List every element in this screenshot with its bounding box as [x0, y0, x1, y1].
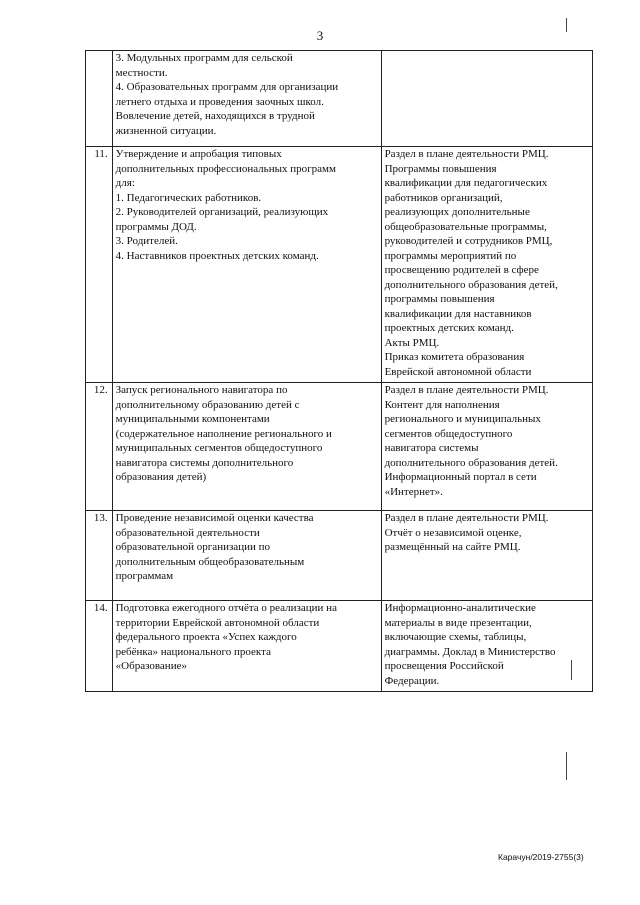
task-line: муниципальных сегментов общедоступного — [115, 442, 323, 454]
scan-mark — [566, 18, 567, 32]
scan-mark — [566, 752, 567, 780]
result-line: Акты РМЦ. — [384, 336, 440, 349]
table-row — [86, 383, 593, 511]
result-line: Раздел в плане деятельности РМЦ. — [384, 148, 549, 160]
task-line: Вовлечение детей, находящихся в трудной — [115, 110, 315, 122]
result-line: руководителей и сотрудников РМЦ, — [384, 235, 553, 247]
task-line: образовательной организации по — [115, 541, 270, 553]
result-cell — [381, 51, 592, 147]
result-line: работников организаций, — [384, 191, 503, 204]
task-line: программы ДОД. — [115, 220, 197, 233]
result-line: программы повышения — [384, 293, 495, 305]
result-line: проектных детских команд. — [384, 322, 514, 334]
row-number: 12. — [86, 383, 113, 511]
page-number: 3 — [316, 28, 324, 43]
task-line: ребёнка» национального проекта — [115, 645, 271, 658]
result-cell — [381, 511, 592, 601]
task-cell — [112, 601, 381, 692]
result-line: Контент для наполнения — [384, 398, 500, 411]
task-cell — [112, 147, 381, 383]
task-line: дополнительным общеобразовательным — [115, 555, 305, 568]
task-line: 3. Родителей. — [115, 235, 178, 247]
result-line: Информационно-аналитические — [384, 602, 536, 614]
result-line: включающие схемы, таблицы, — [384, 631, 527, 643]
task-line: навигатора системы дополнительного — [115, 456, 294, 469]
result-line: Раздел в плане деятельности РМЦ. — [384, 384, 549, 396]
task-line: образовательной деятельности — [115, 526, 260, 539]
result-line: дополнительного образования детей. — [384, 456, 558, 469]
result-line: размещённый на сайте РМЦ. — [384, 541, 521, 553]
row-number: 13. — [86, 511, 113, 601]
task-line: 4. Наставников проектных детских команд. — [115, 249, 319, 262]
result-line: Еврейской автономной области — [384, 365, 532, 378]
task-line: Подготовка ежегодного отчёта о реализации на — [115, 602, 337, 614]
task-line: муниципальными компонентами — [115, 413, 270, 425]
row-number: 11. — [86, 147, 113, 383]
plan-table — [85, 50, 593, 692]
row-number — [86, 51, 113, 147]
result-line: реализующих дополнительные — [384, 206, 530, 218]
task-line: Утверждение и апробация типовых — [115, 148, 282, 160]
result-cell — [381, 601, 592, 692]
row-number: 14. — [86, 601, 113, 692]
result-line: навигатора системы — [384, 442, 479, 454]
task-line: (содержательное наполнение регионального и — [115, 427, 332, 440]
task-line: 4. Образовательных программ для организации — [115, 81, 339, 93]
task-line: летнего отдыха и проведения заочных школ. — [115, 95, 324, 108]
result-line: дополнительного образования детей, — [384, 278, 558, 291]
task-line: образования детей) — [115, 471, 207, 483]
task-line: 2. Руководителей организаций, реализующих — [115, 206, 329, 218]
task-line: дополнительных профессиональных программ — [115, 162, 336, 175]
result-line: общеобразовательные программы, — [384, 220, 547, 233]
task-cell — [112, 511, 381, 601]
result-line: Информационный портал в сети — [384, 471, 537, 483]
result-line: сегментов общедоступного — [384, 427, 513, 440]
result-line: квалификации для наставников — [384, 307, 532, 320]
result-line: программы мероприятий по — [384, 249, 517, 262]
result-line: регионального и муниципальных — [384, 413, 541, 425]
task-line: 3. Модульных программ для сельской — [115, 52, 293, 64]
table-row — [86, 147, 593, 383]
document-reference: Карачун/2019-2755(3) — [498, 852, 584, 862]
result-line: «Интернет». — [384, 485, 443, 498]
result-line: диаграммы. Доклад в Министерство — [384, 645, 556, 658]
result-line: Раздел в плане деятельности РМЦ. — [384, 512, 549, 524]
task-cell — [112, 51, 381, 147]
result-line: просвещению родителей в сфере — [384, 264, 539, 276]
scan-mark — [571, 660, 572, 680]
task-line: «Образование» — [115, 660, 187, 672]
result-cell — [381, 383, 592, 511]
task-line: Запуск регионального навигатора по — [115, 384, 288, 396]
task-cell — [112, 383, 381, 511]
table-row — [86, 51, 593, 147]
result-line: просвещения Российской — [384, 660, 504, 672]
task-line: территории Еврейской автономной области — [115, 616, 320, 629]
result-line: квалификации для педагогических — [384, 177, 548, 189]
result-line: Приказ комитета образования — [384, 351, 525, 363]
result-cell — [381, 147, 592, 383]
task-line: программам — [115, 570, 174, 582]
result-line: материалы в виде презентации, — [384, 616, 532, 629]
task-line: местности. — [115, 66, 168, 79]
table-row — [86, 601, 593, 692]
task-line: 1. Педагогических работников. — [115, 191, 262, 204]
result-line: Отчёт о независимой оценке, — [384, 526, 522, 539]
task-line: дополнительному образованию детей с — [115, 398, 300, 411]
task-line: для: — [115, 177, 135, 189]
task-line: жизненной ситуации. — [115, 124, 217, 137]
result-line: Федерации. — [384, 674, 440, 687]
task-line: федерального проекта «Успех каждого — [115, 631, 297, 643]
task-line: Проведение независимой оценки качества — [115, 512, 314, 524]
table-row — [86, 511, 593, 601]
result-line: Программы повышения — [384, 162, 497, 175]
